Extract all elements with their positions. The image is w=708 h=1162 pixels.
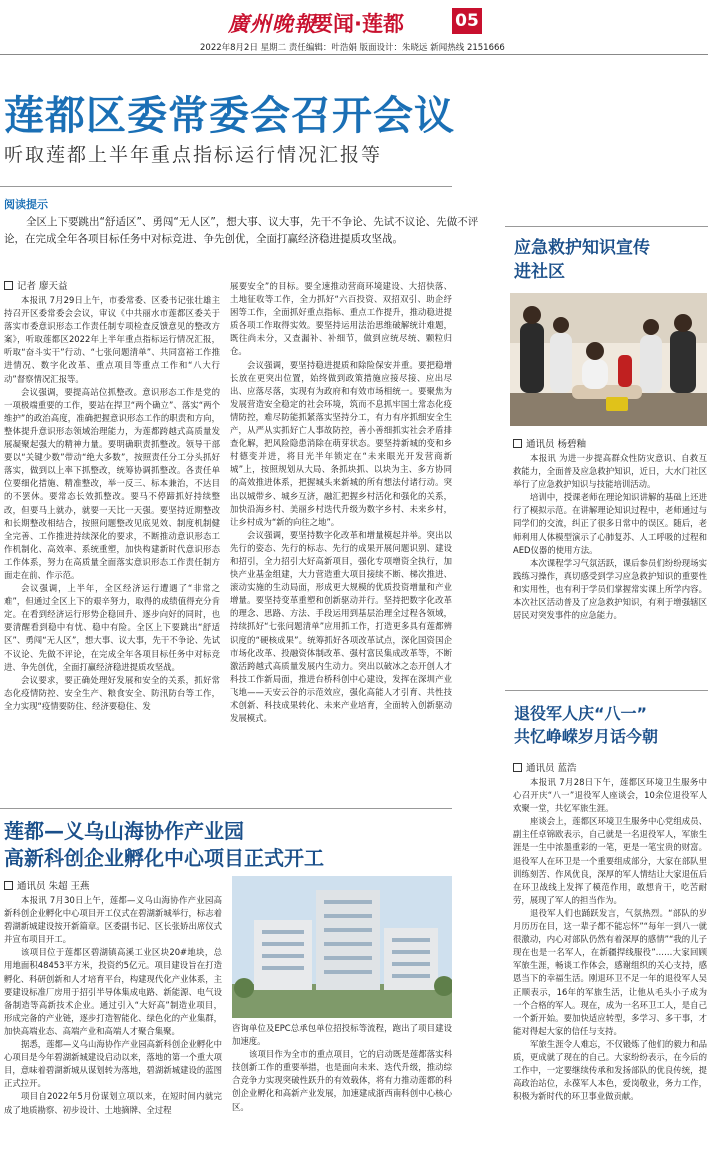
incubator-rendering-photo [232,876,452,1018]
bottom-col1-paragraph: 本报讯 7月30日上午，莲都—义乌山海协作产业园高新科创企业孵化中心项目开工仪式在碧湖新城举行，标志着碧湖新城建设按开新篇章。区委副书记、区长张娇出席仪式并宣布项目开工。 [4,895,222,945]
lead-col2-paragraph: 会议强调，要坚持数字化改革和增量模起并举。突出以先行的姿态、先行的标志、先行的成果开展问题识别、建设和招引，全力招引大好高新项目，强化专项增资全执行，加快产业基金组建，大力营造重大项目接续不断、梯次推进、滚动实施的生动局面，形成更大规模的优质投资增量和产业增量。要坚持变革重塑和创新驱动并行。坚持把数字化改革的理念、思路、方法、手段运用到基层治理全过程各领域，持续抓好“七张问题清单”应用抓工作，打造更多具有莲都辨识度的“硬核成果”。统筹抓好各项改革试点，深化国资国企市场化改革、投融资体制改革、强村富民集成改革等，不断激活跨越式高质量发展内生动力。突出以破冰之态开创人才科技工作新局面，推进台桥科创中心建设，发挥在深圳产业飞地——天安云谷的示范效应，强化高能人才引育、共性技术创新、科技成果转化、未来产业培育，全面转入创新驱动发展模式。 [230,529,452,724]
side1-headline-line2: 进社区 [514,262,565,282]
lead-col1-paragraph: 会议强调，上半年，全区经济运行遭遇了“非常之难”，但通过全区上下的艰辛努力，取得的成绩值得充分肯定。在看到经济运行形势企稳回升、逐步向好的同时，也要清醒看到稳中有忧、稳中有险。全区上下要跳出“舒适区”、勇闯“无人区”，想大事、议大事，先干不争论、先试不议论、先做不评论，在完成全年各项目标任务中对标竞进、争先创优，全面打赢经济稳进提质攻坚战。 [4,583,220,672]
byline-square-icon [513,439,522,448]
bottom-col1-paragraph: 项目自2022年5月份谋划立项以来，在短时间内就完成了地质勘察、初步设计、土地摘牌、全过程 [4,1091,222,1115]
side2-paragraph: 座谈会上，莲都区环境卫生服务中心党组成员、副主任卓锦欧表示，自己就是一名退役军人，军旅生涯是一生中浓墨重彩的一笔，更是一笔宝贵的财富。退役军人在环卫是一个重要组成部分，大家在部队里训练刻苦、作风优良，深厚的军人情结让大家退伍后在环卫战线上发挥了模范作用，敢想肯干，吃苦耐劳，展现了军人的担当作为。 [513,816,707,905]
side2-byline [513,760,577,774]
bottom-byline [4,878,90,892]
lead-col1-paragraph: 会议要求，要正确处理好发展和安全的关系，抓好常态化疫情防控、安全生产、粮食安全、防汛防台等工作，全力实现“疫情要防住、经济要稳住、发 [4,674,220,711]
side2-headline-line2: 共忆峥嵘岁月话今朝 [514,727,659,746]
side2-headline-line1: 退役军人庆“八一” [514,704,648,723]
lead-col2-paragraph: 展要安全”的目标。要全速推动营商环境建设、大招快落、土地征收等工作，全力抓好“六百投资、双招双引、助企纾困等工作，全面抓好重点指标、重点工作提升，推动稳进提质各项工作取得实效。要坚持运用法治思维破解统计难题，既往尚未分，又查漏补、补细节，做到应统尽统、颗粒归仓。 [230,281,452,357]
newspaper-brand: 廣州晚報 [228,11,316,36]
side2-top-rule [505,690,708,691]
bottom-col2-paragraph: 该项目作为全市的重点项目，它的启动既是莲都落实科技创新工作的重要举措，也是面向未来、迭代升级，推动综合竞争力实现突破性跃升的有效载体，将有力推动莲都的科创企业孵化和高新产业发展，加速建成浙西南科创中心核心区。 [232,1049,452,1112]
bottom-byline-text: 通讯员 朱超 王燕 [17,881,90,892]
section-name: 要闻·莲都 [312,12,404,36]
side1-headline [514,236,650,284]
issue-info-line: 2022年8月2日 星期二 责任编辑：叶浩娟 版面设计：朱晓远 新闻热线 2151666 [200,43,505,53]
side1-top-rule [505,226,708,227]
lead-column-1 [4,294,220,812]
read-tip-text: 全区上下要跳出“舒适区”、勇闯“无人区”，想大事、议大事，先干不争论、先试不议论、先做不评论，在完成全年各项目标任务中对标竞进、争先创优，全面打赢经济稳进提质攻坚战。 [4,216,479,245]
side2-paragraph: 本报讯 7月28日下午，莲都区环境卫生服务中心召开庆“八一”退役军人座谈会，10余位退役军人欢聚一堂，共忆军旅生涯。 [513,777,707,814]
bottom-column-1 [4,894,222,1158]
page-number-badge: 05 [452,8,482,34]
bottom-col2-lead: 咨询单位及EPC总承包单位招投标等流程，跑出了项目建设加速度。 [232,1023,452,1047]
lead-col2-paragraph: 会议强调，要坚持稳进提质和除险保安并重。要把稳增长放在更突出位置，始终做到政策措施应接尽接、应出尽出、应落尽落，实现有为政府和有效市场相统一。要聚焦为发展营造安全稳定的社会环境，筑而不息抓牢国土常态化疫情防控，难尽防能抓紧落实坚持分工，有力有序抓细安全生产，从严从实抓好亡人事故防控，善小善细抓实社会矛盾排查化解，把风险隐患消除在萌芽状态。要坚持新城的变和乡村德变并进，将目光半年锁定在“未来眼光开发营商新城”上，按照规划从大局、条抓块抓、以块为主、多方协同的高效推进体系，把握城头来新城的所有想法付诸行动。突出以城带乡、城乡互济，融汇把握乡村活化和强化的关系，加快沿海乡村、美丽乡村迭代升级为数字乡村、未来乡村，让乡村成为“新的向往之地”。 [230,359,452,527]
side1-body [513,452,707,684]
read-tip-label: 阅读提示 [4,198,48,211]
lead-headline: 莲都区委常委会召开会议 [4,92,455,139]
side1-paragraph: 本报讯 为进一步提高群众性防灾意识、自救互救能力，全面普及应急救护知识，近日，大水门社区举行了应急救护知识与技能培训活动。 [513,453,707,490]
bottom-col1-paragraph: 据悉，莲都—义乌山海协作产业园高新科创企业孵化中心项目是今年碧湖新城建设启动以来，落地的第一个重大项目，意味着碧湖新城从谋划转为落地，碧湖新城建设的蓝图正式拉开。 [4,1039,222,1089]
byline-square-icon [4,881,13,890]
side1-paragraph: 培训中，授课老师在理论知识讲解的基础上还进行了模拟示范。在讲解理论知识过程中，老师通过与同学们的交流，纠正了很多日常中的误区。随后，老师利用人体模型演示了心肺复苏、人工呼吸的过程和AED仪器的使用方法。 [513,492,707,555]
bottom-column-2 [232,1022,452,1158]
side2-byline-text: 通讯员 蓝浩 [526,763,577,774]
lead-byline-text: 记者 廖天益 [17,281,68,292]
side1-byline-text: 通讯员 杨碧釉 [526,439,587,450]
lead-subheadline: 听取莲都上半年重点指标运行情况汇报等 [4,144,383,166]
byline-square-icon [4,281,13,290]
bottom-top-rule [0,808,452,809]
bottom-headline [4,818,324,872]
bottom-col1-paragraph: 该项目位于莲都区碧湖镇高溪工业区块20#地块，总用地面积48453平方米，投资约5亿元。项目建设旨在打造孵化、科研创新和人才培育平台，构建现代化产业体系，主要建设标准厂房用于招引半导体集成电路、新能源、电气设备制造等高新技术企业。通过引入“大好高”制造业项目，形成完备的产业链，逐步打造智能化、绿色化的产业集群，加快高端业态、高端产业和高端人才聚合集聚。 [4,947,222,1036]
lead-divider [0,186,452,187]
first-aid-training-illustration [510,293,707,426]
side1-headline-line1: 应急救护知识宣传 [514,238,650,258]
side2-paragraph: 退役军人们也踊跃发言，气氛热烈。“部队的岁月历历在目，这一辈子都不能忘怀”“每年一到八一就很激动，内心对部队仍然有着深厚的感情”“我的儿子现在也是一名军人，在新疆捍线服役”……大家回顾军旅生涯，畅谈工作体会，感谢组织的关心支持，感恩当下的幸福生活。刚退环卫不足一年的退役军人吴正顺表示，16年的军旅生活，让他从毛头小子成为一个合格的军人。现在，成为一名环卫工人，是自己一个新开始。要加快适应转型，多学习、多干事，才能对得起大家的信任与支持。 [513,907,707,1036]
byline-square-icon [513,763,522,772]
masthead-divider [0,54,708,55]
lead-col1-paragraph: 会议强调，要提高站位抓整改。意识形态工作是党的一项极端重要的工作，要站在捍卫“两个确立”、落实“两个维护”的政治高度，准确把握意识形态工作的职责和方向，整体提升意识形态领域治理能力，为莲都跨越式高质量发展凝聚起强大的精神力量。要明确职责抓整改。领导干部要以“关键少数”带动“绝大多数”，按照责任分工分头抓好落实，做到以上率下抓整改，统筹协调抓整改。各责任单位要细化措施、精准整改，举一反三、标本兼治，不达目的不罢休。要常态长效抓整改。要马不停蹄抓好持续整改，但要马上就办，就要一天比一天强。要坚持近期整改和长期整改相结合，按照问题整改见底见效、制度机制健全完善、工作推进持续深化的要求，不断推动意识形态工作机制化、高效率、系统重塑，加快构建新时代意识形态工作体系，努力在高质量全面落实意识形态工作责任制方面走在前、作示范。 [4,386,220,580]
masthead [0,0,708,58]
lead-column-2 [230,280,452,812]
bottom-headline-line1: 莲都—义乌山海协作产业园 [4,819,244,843]
lead-byline [4,278,68,292]
building-rendering-illustration [232,876,452,1018]
side1-paragraph: 本次课程学习气氛活跃，课后参员们纷纷现场实践练习操作，真切感受到学习应急救护知识的重要性和实用性，也有利于学员们掌握常实课上所学内容。本次社区活动普及了应急救护知识，有利于增强辖区居民对突发事件的应急能力。 [513,557,707,621]
lead-col1-paragraph: 本报讯 7月29日上午，市委常委、区委书记张壮雄主持召开区委常委会会议，审议《中共丽水市莲都区委关于落实市委意识形态工作责任制专项检查反馈意见的整改方案》，听取莲都区2022年上半年重点指标运行情况汇报，听取“奋斗实干”行动、“七张问题清单”、共同富裕工作推进情况、数字化改革、重点项目等重点工作和“八大行动”督察情况汇报等。 [4,295,220,384]
first-aid-training-photo [510,293,707,426]
side2-headline [514,702,658,748]
bottom-headline-line2: 高新科创企业孵化中心项目正式开工 [4,846,324,870]
side2-body [513,776,707,1156]
side1-byline [513,436,586,450]
side2-paragraph: 军旅生涯令人难忘，不仅锻炼了他们的毅力和品质，更成就了现在的自己。大家纷纷表示，在今后的工作中，一定要继续传承和发扬部队的优良传统，提高政治站位，永葆军人本色，爱岗敬业，务力工作，积极为新时代的环卫事业做贡献。 [513,1038,707,1102]
